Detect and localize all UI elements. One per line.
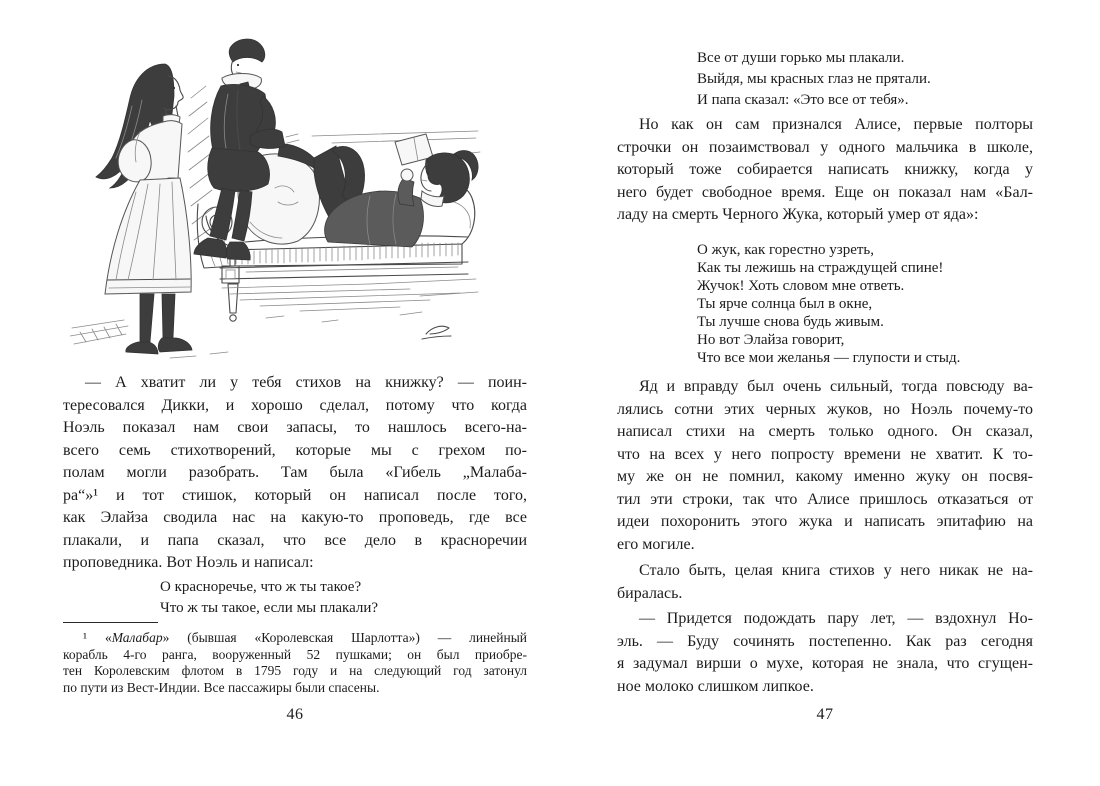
text-line: Но как он сам признался Алисе, первые полторы xyxy=(639,116,1033,133)
text-line: Но вот Элайза говорит, xyxy=(697,332,845,348)
text-line: что на всех у него попросту времени не хватит. К то- xyxy=(617,445,1033,463)
text-line: Выйдя, мы красных глаз не прятали. xyxy=(697,71,931,87)
text-line: Ноэль показал нам свои запасы, то нашлось всего-на- xyxy=(63,419,527,436)
text-line: строчки он позаимствовал у одного мальчика в школе, xyxy=(617,138,1033,156)
text-line: как Элайза сводила нас на какую-то проповедь, где все xyxy=(63,509,527,526)
text-line: О красноречье, что ж ты такое? xyxy=(160,579,362,595)
text-line: му же он не помнил, какому именно жуку он посвя- xyxy=(617,468,1033,485)
text-line: эль. — Буду сочинять постепенно. Как раз сегодня xyxy=(617,632,1033,650)
text-line: ное молоко слишком липкое. xyxy=(617,677,814,695)
text-line: тен Королевским флотом в 1795 году и на следующий год затонул xyxy=(63,663,527,678)
footnote-divider xyxy=(63,622,158,623)
text-line: по пути из Вест-Индии. Все пассажиры были спасены. xyxy=(63,679,380,695)
footnote-line-1: ¹ «Малабар» (бывшая «Королевская Шарлотта») — линейный xyxy=(83,630,528,645)
text-line: написал стихи на смерть только одного. Он сказал, xyxy=(617,423,1033,440)
girl-standing xyxy=(96,64,192,354)
text-line: Яд и вправду был очень сильный, тогда повсюду ва- xyxy=(639,378,1033,395)
text-line: — Придется подождать пару лет, — вздохнул Но- xyxy=(639,610,1033,627)
illustration-children-at-sofa xyxy=(70,36,482,364)
left-verse xyxy=(160,577,490,618)
text-line: О жук, как горестно узреть, xyxy=(697,242,875,258)
text-line: идеи похоронить этого жука и написать эпитафию на xyxy=(617,513,1033,530)
text-line: Ты лучше снова будь живым. xyxy=(697,314,884,330)
text-line: — А хватит ли у тебя стихов на книжку? — поин- xyxy=(85,374,527,391)
page-number-right: 47 xyxy=(816,706,834,723)
text-line: Стало быть, целая книга стихов у него никак не на- xyxy=(639,562,1033,579)
text-line: Как ты лежишь на страждущей спине! xyxy=(697,260,944,276)
ground-hatch xyxy=(70,312,422,358)
text-line: И папа сказал: «Это все от тебя». xyxy=(697,92,909,108)
text-line: корабль 4-го ранга, вооруженный 52 пушками; он был приобре- xyxy=(63,646,527,662)
right-verse-beetle xyxy=(697,241,1027,367)
text-line: полам могли разобрать. Там была «Гибель „Малаба- xyxy=(63,464,527,481)
text-line: ладу на смерть Черного Жука, который умер от яда»: xyxy=(617,206,979,223)
footnote-marker: ¹ xyxy=(83,630,88,645)
left-main-paragraph xyxy=(63,372,527,575)
text-line: Ты ярче солнца был в окне, xyxy=(697,296,873,312)
text-line: я задумал вирши о мухе, которая не знала, что сгущен- xyxy=(617,655,1033,672)
page-number-left: 46 xyxy=(286,706,304,723)
text-line: который тоже собирается написать книжку, когда у xyxy=(617,161,1033,178)
sofa-gadroon-frieze xyxy=(236,243,458,264)
text-line: Жучок! Хоть словом мне ответь. xyxy=(697,278,905,294)
text-line: Что ж ты такое, если мы плакали? xyxy=(160,599,379,616)
right-paragraph-4 xyxy=(617,608,1033,698)
text-line: проповедника. Вот Ноэль и написал: xyxy=(63,554,314,571)
footnote-ship-title: Малабар xyxy=(111,630,163,645)
text-line: плакали, и папа сказал, что все дело в красноречии xyxy=(63,531,527,549)
sofa-under-shadow xyxy=(222,279,478,311)
right-paragraph-3 xyxy=(617,560,1033,605)
text-line: его могиле. xyxy=(617,535,695,553)
text-line: биралась. xyxy=(617,584,683,602)
text-line: него будет свободное время. Еще он показал нам «Бал- xyxy=(617,183,1033,201)
text-line: тересовался Дикки, и хорошо сделал, потому что когда xyxy=(63,396,527,414)
right-paragraph-1 xyxy=(617,114,1033,227)
text-line: Что все мои желанья — глупости и стыд. xyxy=(697,350,961,366)
footnote-rest xyxy=(63,647,527,697)
text-line: Все от души горько мы плакали. xyxy=(697,50,905,66)
right-paragraph-2 xyxy=(617,376,1033,556)
right-verse-top xyxy=(697,48,1027,111)
artist-mark xyxy=(422,326,451,339)
text-line: ра“»¹ и тот стишок, который он написал после того, xyxy=(63,486,527,504)
footnote xyxy=(63,630,527,696)
text-line: тил эти строки, так что Алисе пришлось отказаться от xyxy=(617,490,1033,508)
text-line: лялись сотни этих черных жуков, но Ноэль почему-то xyxy=(617,400,1033,418)
text-line: всего семь стихотворений, которые мы с грехом по- xyxy=(63,441,527,459)
